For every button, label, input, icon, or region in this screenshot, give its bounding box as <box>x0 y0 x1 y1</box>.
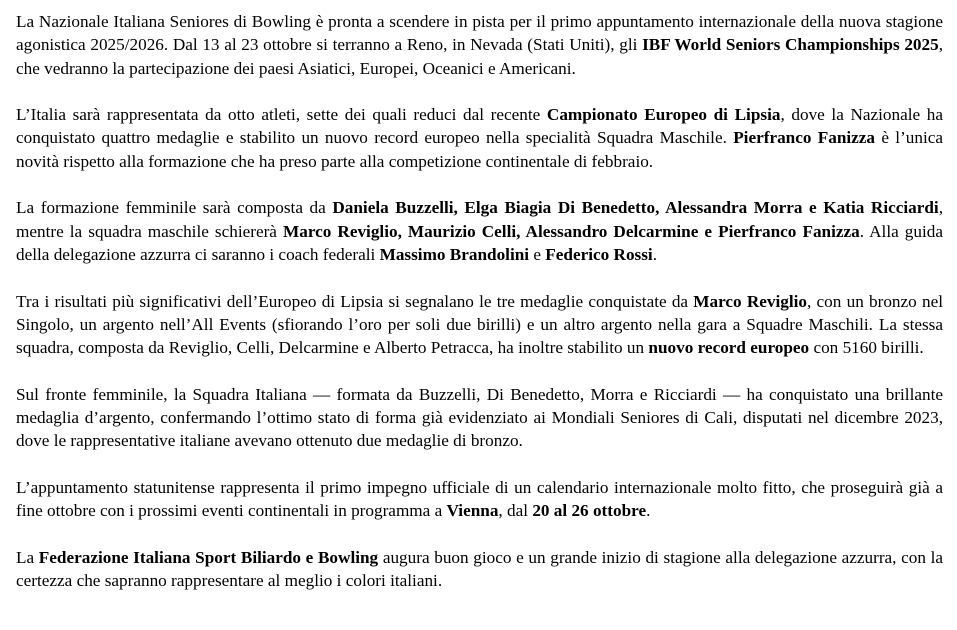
paragraph-3 <box>16 196 943 266</box>
paragraph-1-text: La Nazionale Italiana Seniores di Bowling è pronta a scendere in pista per il primo appuntamento internazionale della nuova stagione agonistica 2025/2026. Dal 13 al 23 ottobre si terranno a Reno, in Nevada (Stati Uniti), gli <box>16 12 943 55</box>
event-name: Campionato Europeo di Lipsia <box>546 105 781 125</box>
women-team-names: Daniela Buzzelli, Elga Biagia Di Benedetto, Alessandra Morra e Katia Ricciardi <box>332 198 939 218</box>
record-highlight: nuovo record europeo <box>648 338 810 358</box>
athlete-name: Marco Reviglio <box>693 291 808 311</box>
paragraph-5 <box>16 383 943 453</box>
paragraph-7-text: augura buon gioco e un grande inizio di stagione alla delegazione azzurra, con la certezza che sapranno rappresentare al meglio i colori italiani. <box>16 547 944 591</box>
paragraph-3-text: , mentre la squadra maschile schiererà <box>16 198 943 241</box>
paragraph-6 <box>16 476 943 523</box>
athlete-name: Pierfranco Fanizza <box>733 128 876 148</box>
paragraph-2-text: , dove la Nazionale ha conquistato quattro medaglie e stabilito un nuovo record europeo nella specialità Squadra Maschile. <box>16 105 943 148</box>
event-dates: 20 al 26 ottobre <box>532 501 647 521</box>
paragraph-4-text: , con un bronzo nel Singolo, un argento nell’All Events (sfiorando l’oro per soli due birilli) e un altro argento nella gara a Squadre Maschili. La stessa squadra, composta da Reviglio, Celli, Delcarmine e Alberto Petracca, ha inoltre stabilito un <box>16 291 943 358</box>
article-body <box>16 0 943 592</box>
paragraph-7-text: La <box>16 547 39 567</box>
paragraph-6-text: L’appuntamento statunitense rappresenta il primo impegno ufficiale di un calendario internazionale molto fitto, che proseguirà già a fine ottobre con i prossimi eventi continentali in programma a <box>16 477 943 521</box>
paragraph-1 <box>16 10 943 80</box>
paragraph-4-text: Tra i risultati più significativi dell’Europeo di Lipsia si segnalano le tre medaglie conquistate da <box>16 291 694 311</box>
paragraph-3-text: . Alla guida della delegazione azzurra ci saranno i coach federali <box>16 221 943 264</box>
paragraph-2 <box>16 103 943 173</box>
paragraph-4 <box>16 290 943 360</box>
paragraph-2-text: è l’unica novità rispetto alla formazione che ha preso parte alla competizione continentale di febbraio. <box>16 128 943 171</box>
paragraph-3-text: e <box>529 244 546 264</box>
city-name: Vienna <box>446 501 499 521</box>
paragraph-2-text: L’Italia sarà rappresentata da otto atleti, sette dei quali reduci dal recente <box>16 105 547 125</box>
paragraph-3-text: La formazione femminile sarà composta da <box>16 198 333 218</box>
paragraph-6-text: , dal <box>498 501 533 521</box>
paragraph-3-text: . <box>652 244 657 264</box>
coach-name: Massimo Brandolini <box>379 244 530 264</box>
paragraph-7 <box>16 546 943 593</box>
federation-name: Federazione Italiana Sport Biliardo e Bowling <box>38 547 379 567</box>
paragraph-5-text: Sul fronte femminile, la Squadra Italiana — formata da Buzzelli, Di Benedetto, Morra e Ricciardi — ha conquistato una brillante medaglia d’argento, confermando l’ottimo stato di forma già evidenziato ai Mondiali Seniores di Cali, disputati nel dicembre 2023, dove le rappresentative italiane avevano ottenuto due medaglie di bronzo. <box>16 384 943 451</box>
event-name: IBF World Seniors Championships 2025 <box>642 35 939 55</box>
paragraph-1-text: , che vedranno la partecipazione dei paesi Asiatici, Europei, Oceanici e Americani. <box>16 35 943 78</box>
paragraph-6-text: . <box>646 501 651 521</box>
paragraph-4-text: con 5160 birilli. <box>809 338 924 358</box>
coach-name: Federico Rossi <box>545 244 653 264</box>
men-team-names: Marco Reviglio, Maurizio Celli, Alessandro Delcarmine e Pierfranco Fanizza <box>283 221 860 241</box>
